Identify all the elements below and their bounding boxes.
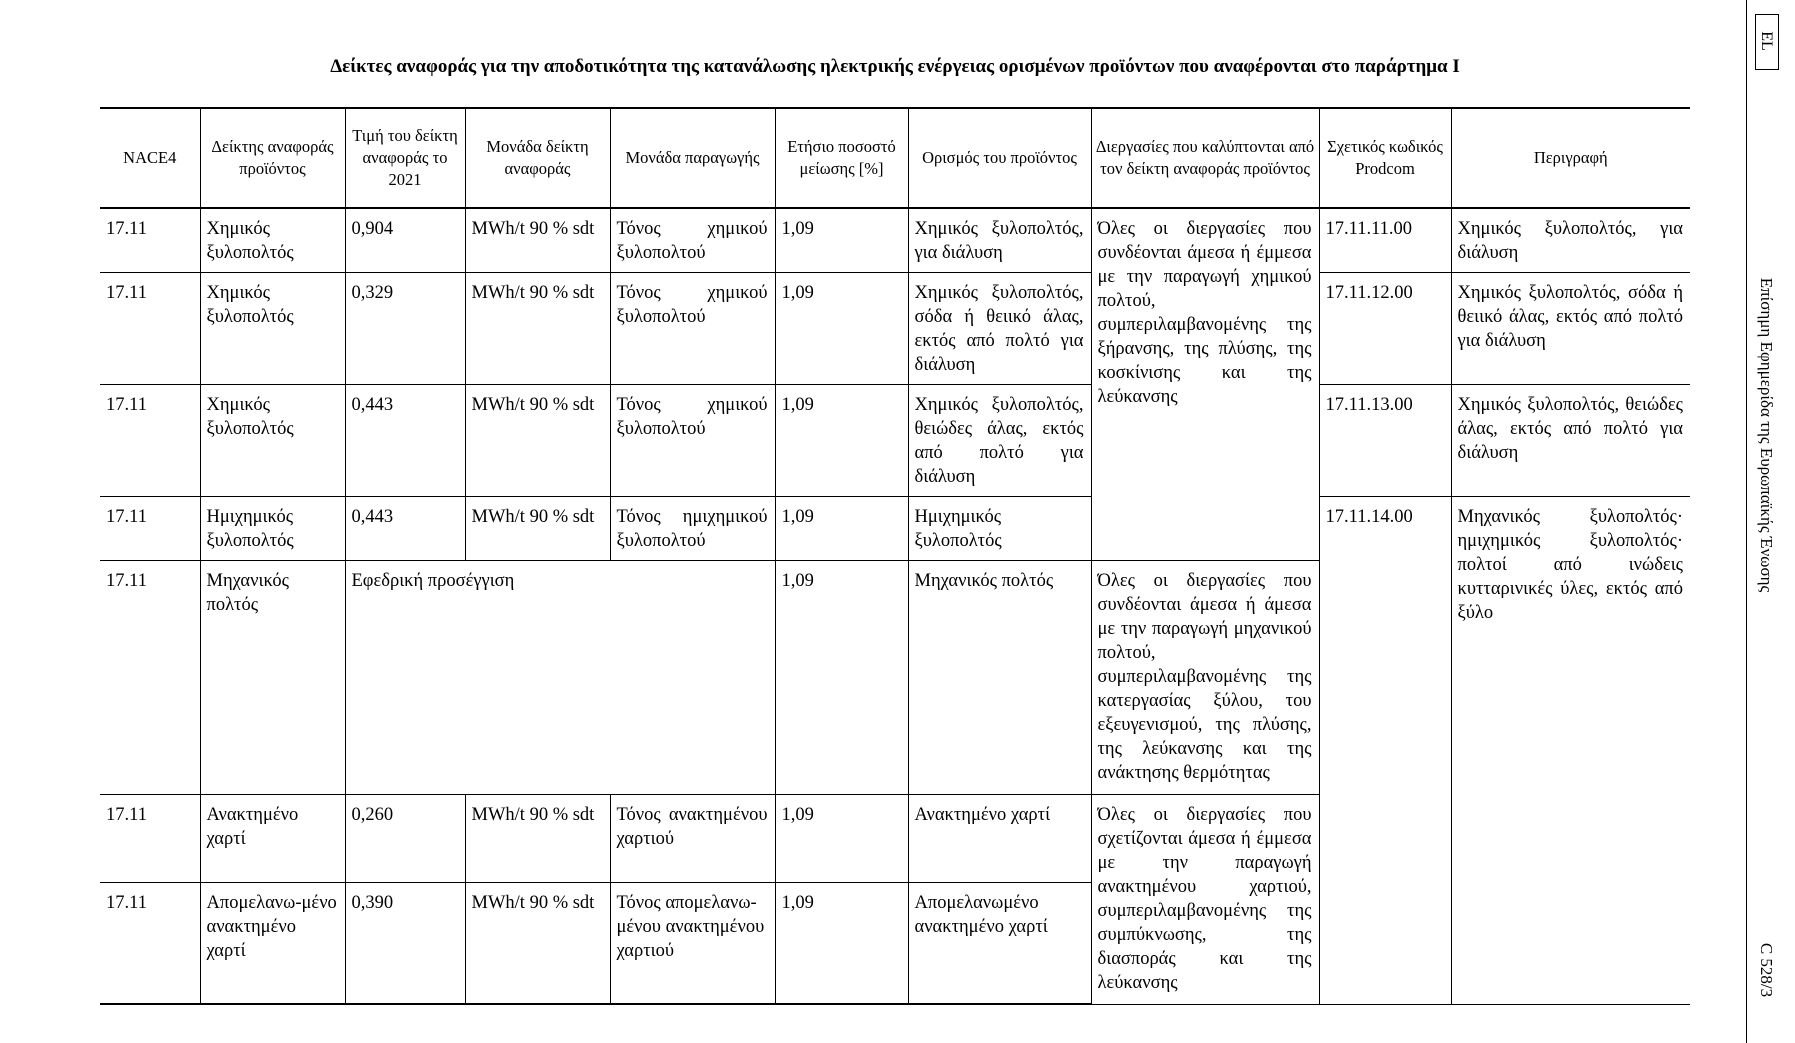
header-benchmark: Δείκτης αναφοράς προϊόντος <box>200 108 345 208</box>
cell-production-unit: Τόνος χημικού ξυλοπολτού <box>610 272 775 384</box>
cell-value: 0,260 <box>345 794 465 882</box>
table-row <box>100 496 1690 560</box>
cell-value: 0,390 <box>345 882 465 1004</box>
header-production-unit: Μονάδα παραγωγής <box>610 108 775 208</box>
cell-definition: Χημικός ξυλοπολτός, θειώδες άλας, εκτός από πολτό για διάλυση <box>908 384 1091 496</box>
cell-processes: Όλες οι διεργασίες που συνδέονται άμεσα ή έμμεσα με την παραγωγή χημικού πολτού, συμπεριλαμβανομένης της ξήρανσης, της πλύσης, της κοσκίνισης και της λεύκανσης <box>1091 208 1319 560</box>
cell-description: Μηχανικός ξυλοπολτός· ημιχημικός ξυλοπολτός· πολτοί από ινώδεις κυτταρινικές ύλες, εκτός από ξύλο <box>1451 496 1690 1004</box>
table-header <box>100 108 1690 208</box>
cell-reduction: 1,09 <box>775 560 908 794</box>
cell-value: 0,904 <box>345 208 465 272</box>
cell-reduction: 1,09 <box>775 794 908 882</box>
header-nace4: NACE4 <box>100 108 200 208</box>
page-reference: C 528/3 <box>1757 942 1776 998</box>
cell-reduction: 1,09 <box>775 208 908 272</box>
header-definition: Ορισμός του προϊόντος <box>908 108 1091 208</box>
cell-nace: 17.11 <box>100 882 200 1004</box>
table-row <box>100 208 1690 272</box>
cell-reduction: 1,09 <box>775 272 908 384</box>
table-row <box>100 384 1690 496</box>
cell-reduction: 1,09 <box>775 882 908 1004</box>
cell-nace: 17.11 <box>100 384 200 496</box>
cell-unit: MWh/t 90 % sdt <box>465 496 610 560</box>
cell-definition: Χημικός ξυλοπολτός, σόδα ή θειικό άλας, εκτός από πολτό για διάλυση <box>908 272 1091 384</box>
cell-production-unit: Τόνος χημικού ξυλοπολτού <box>610 208 775 272</box>
cell-production-unit: Τόνος ανακτημένου χαρτιού <box>610 794 775 882</box>
cell-nace: 17.11 <box>100 560 200 794</box>
header-description: Περιγραφή <box>1451 108 1690 208</box>
cell-definition: Ανακτημένο χαρτί <box>908 794 1091 882</box>
header-reduction: Ετήσιο ποσοστό μείωσης [%] <box>775 108 908 208</box>
cell-nace: 17.11 <box>100 496 200 560</box>
cell-reduction: 1,09 <box>775 496 908 560</box>
cell-nace: 17.11 <box>100 272 200 384</box>
header-processes: Διεργασίες που καλύπτονται από τον δείκτη αναφοράς προϊόντος <box>1091 108 1319 208</box>
cell-fallback-approach: Εφεδρική προσέγγιση <box>345 560 775 794</box>
cell-definition: Απομελανωμένο ανακτημένο χαρτί <box>908 882 1091 1004</box>
cell-prodcom: 17.11.13.00 <box>1319 384 1451 496</box>
cell-definition: Ημιχημικός ξυλοπολτός <box>908 496 1091 560</box>
cell-production-unit: Τόνος χημικού ξυλοπολτού <box>610 384 775 496</box>
cell-unit: MWh/t 90 % sdt <box>465 208 610 272</box>
cell-definition: Χημικός ξυλοπολτός, για διάλυση <box>908 208 1091 272</box>
cell-description: Χημικός ξυλοπολτός, για διάλυση <box>1451 208 1690 272</box>
table-row <box>100 272 1690 384</box>
cell-benchmark: Χημικός ξυλοπολτός <box>200 384 345 496</box>
cell-production-unit: Τόνος απομελανω-μένου ανακτημένου χαρτιού <box>610 882 775 1004</box>
cell-benchmark: Μηχανικός πολτός <box>200 560 345 794</box>
document-title: Δείκτες αναφοράς για την αποδοτικότητα της κατανάλωσης ηλεκτρικής ενέργειας ορισμένων προϊόντων που αναφέρονται στο παράρτημα I <box>330 56 1460 77</box>
margin-rule <box>1746 0 1747 1043</box>
cell-benchmark: Ανακτημένο χαρτί <box>200 794 345 882</box>
cell-definition: Μηχανικός πολτός <box>908 560 1091 794</box>
cell-benchmark: Χημικός ξυλοπολτός <box>200 208 345 272</box>
cell-value: 0,443 <box>345 496 465 560</box>
cell-value: 0,443 <box>345 384 465 496</box>
language-label: EL <box>1758 31 1775 51</box>
cell-description: Χημικός ξυλοπολτός, σόδα ή θειικό άλας, εκτός από πολτό για διάλυση <box>1451 272 1690 384</box>
cell-unit: MWh/t 90 % sdt <box>465 794 610 882</box>
cell-benchmark: Απομελανω-μένο ανακτημένο χαρτί <box>200 882 345 1004</box>
cell-nace: 17.11 <box>100 794 200 882</box>
cell-prodcom: 17.11.11.00 <box>1319 208 1451 272</box>
cell-production-unit: Τόνος ημιχημικού ξυλοπολτού <box>610 496 775 560</box>
cell-unit: MWh/t 90 % sdt <box>465 882 610 1004</box>
header-unit: Μονάδα δείκτη αναφοράς <box>465 108 610 208</box>
cell-benchmark: Ημιχημικός ξυλοπολτός <box>200 496 345 560</box>
cell-prodcom: 17.11.14.00 <box>1319 496 1451 1004</box>
header-prodcom: Σχετικός κωδικός Prodcom <box>1319 108 1451 208</box>
cell-reduction: 1,09 <box>775 384 908 496</box>
benchmark-table <box>100 107 1690 1005</box>
cell-description: Χημικός ξυλοπολτός, θειώδες άλας, εκτός από πολτό για διάλυση <box>1451 384 1690 496</box>
cell-processes: Όλες οι διεργασίες που συνδέονται άμεσα ή άμεσα με την παραγωγή μηχανικού πολτού, συμπεριλαμβανομένης της κατεργασίας ξύλου, του εξευγενισμού, της πλύσης, της λεύκανσης και της ανάκτησης θερμότητας <box>1091 560 1319 794</box>
cell-value: 0,329 <box>345 272 465 384</box>
cell-unit: MWh/t 90 % sdt <box>465 384 610 496</box>
cell-benchmark: Χημικός ξυλοπολτός <box>200 272 345 384</box>
cell-nace: 17.11 <box>100 208 200 272</box>
cell-prodcom: 17.11.12.00 <box>1319 272 1451 384</box>
cell-processes: Όλες οι διεργασίες που σχετίζονται άμεσα ή έμμεσα με την παραγωγή ανακτημένου χαρτιού, συμπεριλαμβανομένης της συμπύκνωσης, της διασποράς και της λεύκανσης <box>1091 794 1319 1004</box>
header-value: Τιμή του δείκτη αναφοράς το 2021 <box>345 108 465 208</box>
cell-unit: MWh/t 90 % sdt <box>465 272 610 384</box>
journal-name: Επίσημη Εφημερίδα της Ευρωπαϊκής Ένωσης <box>1757 277 1776 593</box>
